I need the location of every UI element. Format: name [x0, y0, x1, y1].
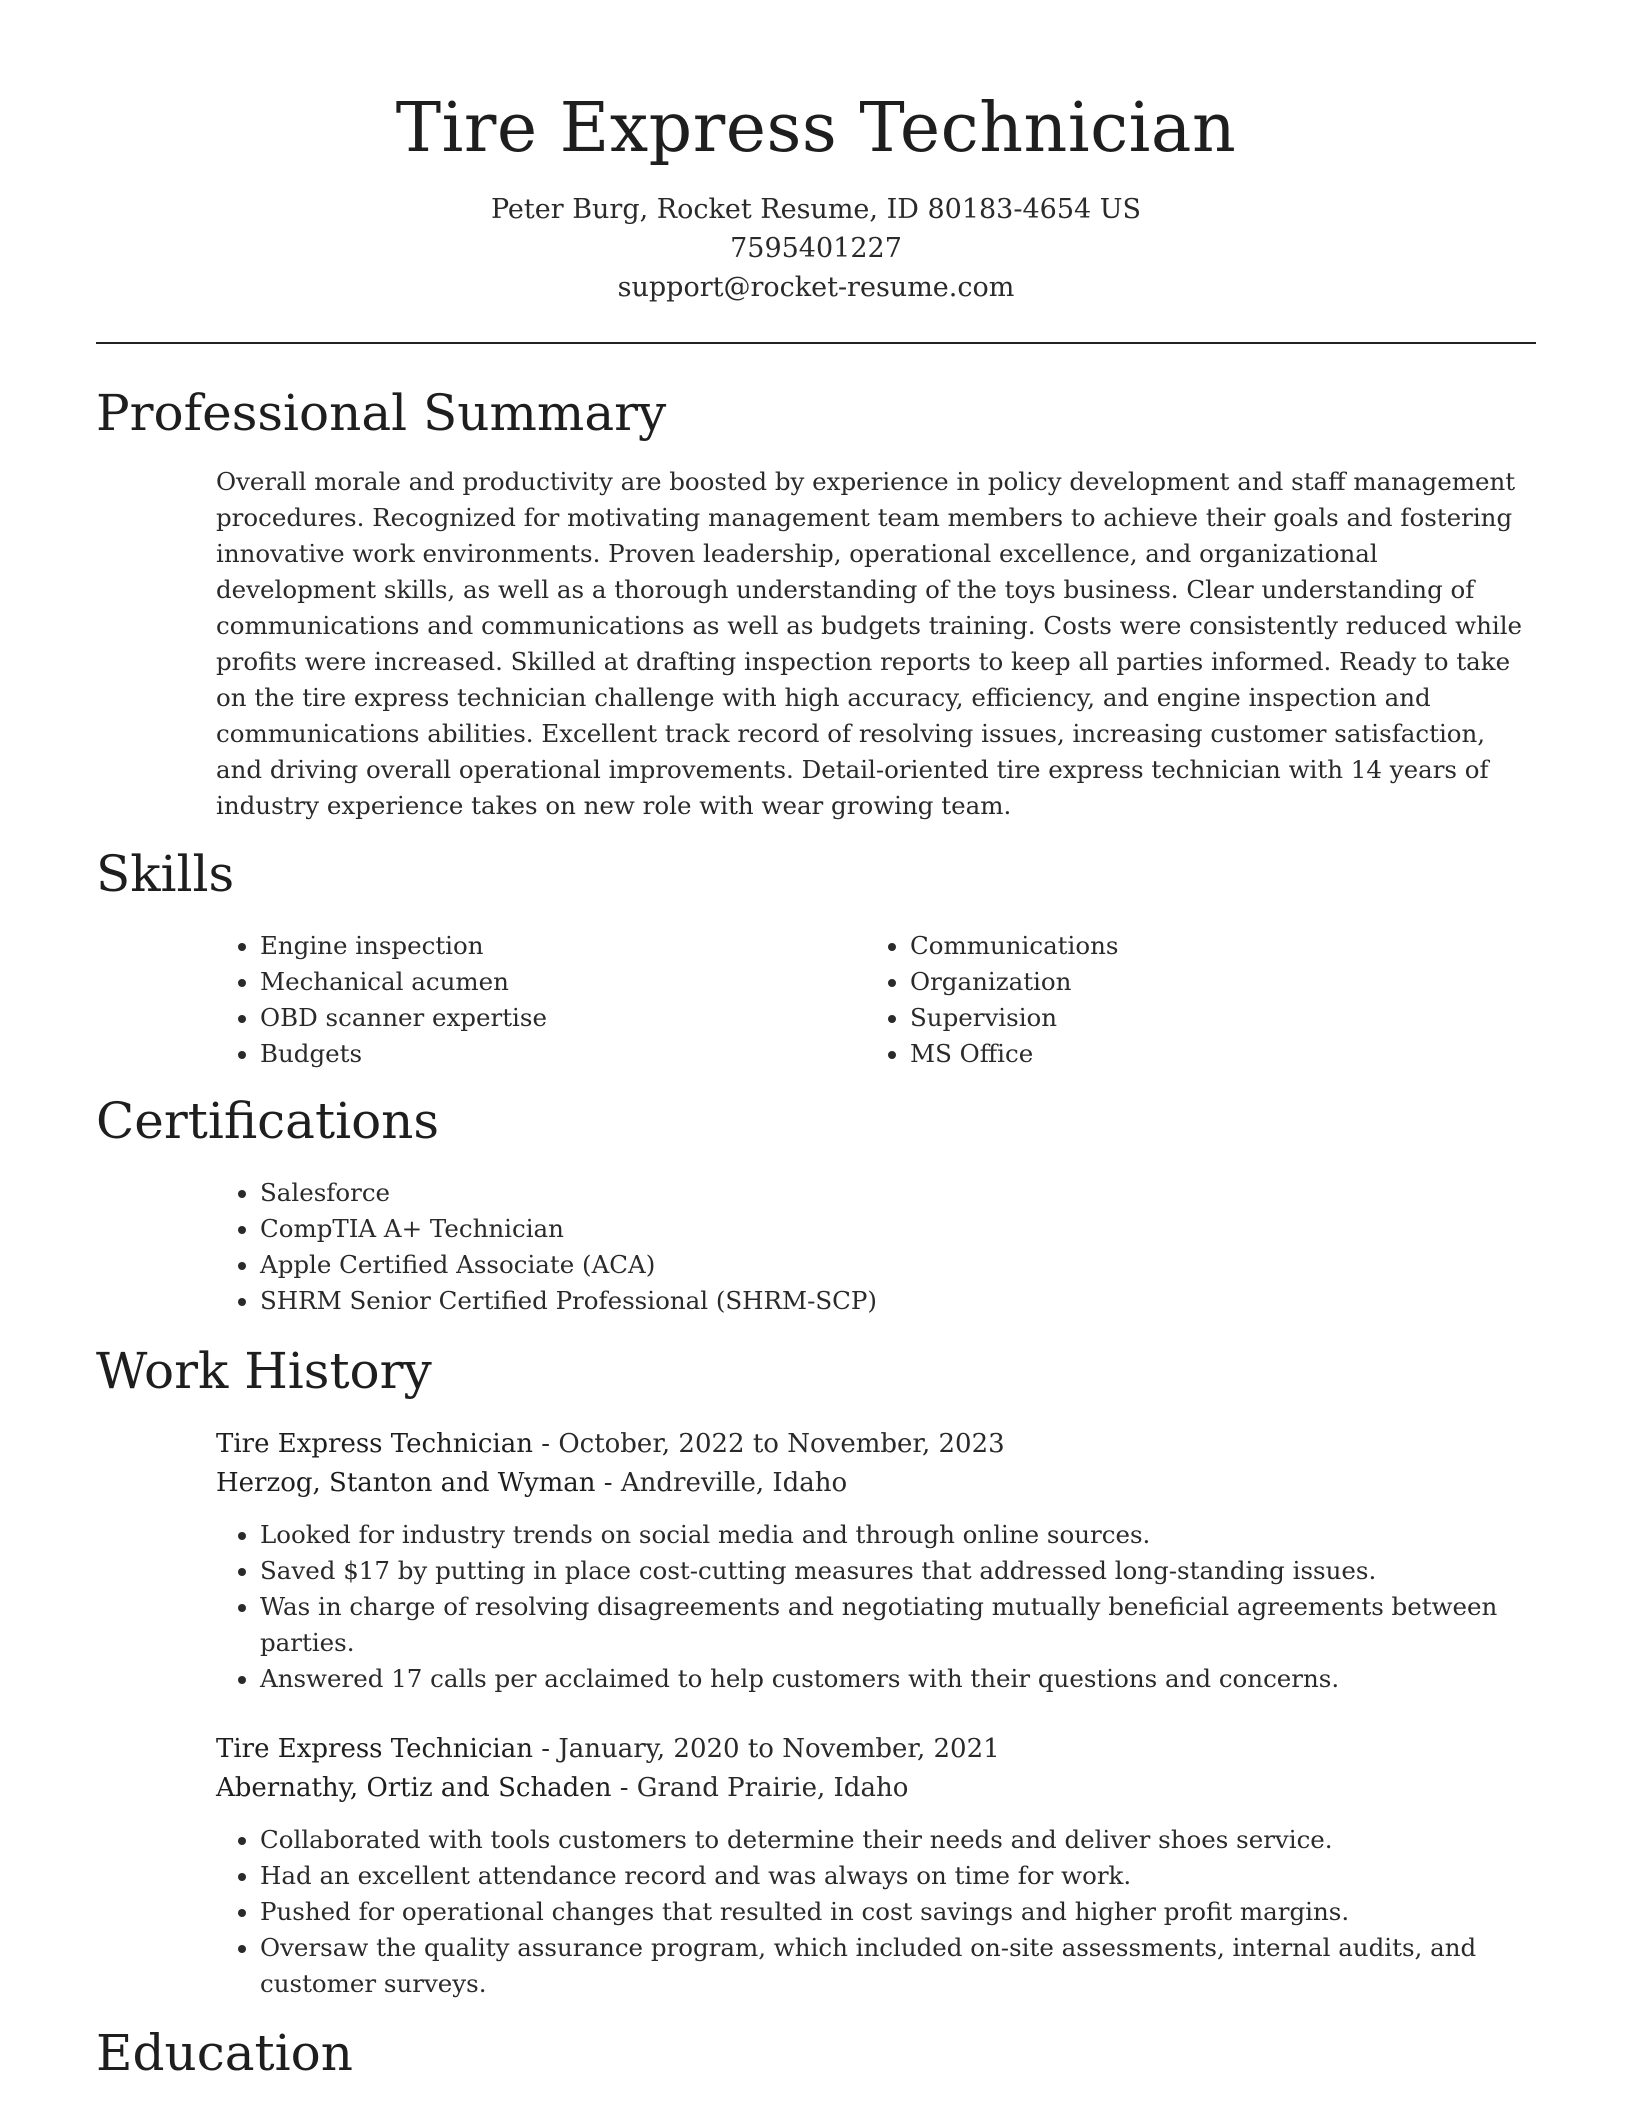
section-title-education: Education — [96, 2024, 353, 2082]
job-title-line — [216, 1730, 1536, 1769]
skill-item: • Budgets — [260, 1036, 816, 1072]
skill-item: • Communications — [910, 928, 1466, 964]
job-duty-item: • Collaborated with tools customers to determine their needs and deliver shoes service. — [260, 1822, 1536, 1858]
job-duty-item: • Answered 17 calls per acclaimed to help customers with their questions and concerns. — [260, 1661, 1536, 1697]
skill-item: • Supervision — [910, 1000, 1466, 1036]
job-duty-item: • Pushed for operational changes that resulted in cost savings and higher profit margins. — [260, 1894, 1536, 1930]
resume-header — [96, 84, 1536, 307]
job-company: Herzog, Stanton and Wyman — [216, 1468, 596, 1498]
job-role: Tire Express Technician — [216, 1734, 533, 1764]
contact-phone: 7595401227 — [730, 233, 902, 264]
contact-email: support@rocket-resume.com — [617, 272, 1015, 303]
job-duties — [216, 1822, 1536, 2002]
summary-text: Overall morale and productivity are boosted by experience in policy development and staff management procedures. Recognized for motivating management team members to achieve their goals and fostering innovative work environments. Proven leadership, operational excellence, and organizational development skills, as well as a thorough understanding of the toys business. Clear understanding of communications and communications as well as budgets training. Costs were consistently reduced while profits were increased. Skilled at drafting inspection reports to keep all parties informed. Ready to take on the tire express technician challenge with high accuracy, efficiency, and engine inspection and communications abilities. Excellent track record of resolving issues, increasing customer satisfaction, and driving overall operational improvements. Detail-oriented tire express technician with 14 years of industry experience takes on new role with wear growing team. — [216, 467, 1523, 820]
job-dates: - October, 2022 to November, 2023 — [533, 1429, 1005, 1459]
job-duty-item: • Had an excellent attendance record and was always on time for work. — [260, 1858, 1536, 1894]
job-duty-item: • Saved $17 by putting in place cost-cutting measures that addressed long-standing issues. — [260, 1553, 1536, 1589]
section-title-work-history: Work History — [96, 1342, 432, 1400]
section-title-summary: Professional Summary — [96, 384, 667, 442]
contact-info — [96, 190, 1536, 307]
job-company-line — [216, 1769, 1536, 1808]
skill-item: • Mechanical acumen — [260, 964, 816, 1000]
job-company-line — [216, 1464, 1536, 1503]
job-dates: - January, 2020 to November, 2021 — [533, 1734, 1000, 1764]
job-duty-item: • Oversaw the quality assurance program, which included on-site assessments, internal audits, and customer surveys. — [260, 1930, 1536, 2002]
certification-item: • Apple Certified Associate (ACA) — [260, 1247, 1216, 1283]
job-location: - Andreville, Idaho — [595, 1468, 848, 1498]
certification-item: • Salesforce — [260, 1175, 1216, 1211]
section-title-certifications: Certifications — [96, 1092, 440, 1150]
contact-address: Peter Burg, Rocket Resume, ID 80183-4654 US — [490, 194, 1142, 225]
skill-item: • Engine inspection — [260, 928, 816, 964]
skill-item: • Organization — [910, 964, 1466, 1000]
resume-title: Tire Express Technician — [395, 89, 1237, 168]
certification-item: • CompTIA A+ Technician — [260, 1211, 1216, 1247]
job-entry — [216, 1730, 1536, 2002]
skills-list-right — [866, 928, 1466, 1072]
job-entry — [216, 1425, 1536, 1697]
section-title-skills: Skills — [96, 845, 235, 903]
certifications-list — [216, 1175, 1216, 1319]
job-location: - Grand Prairie, Idaho — [611, 1773, 909, 1803]
job-role: Tire Express Technician — [216, 1429, 533, 1459]
certification-item: • SHRM Senior Certified Professional (SHRM-SCP) — [260, 1283, 1216, 1319]
skill-item: • MS Office — [910, 1036, 1466, 1072]
job-company: Abernathy, Ortiz and Schaden — [216, 1773, 612, 1803]
skills-list-left — [216, 928, 816, 1072]
header-divider — [96, 342, 1536, 344]
job-duty-item: • Looked for industry trends on social media and through online sources. — [260, 1517, 1536, 1553]
job-title-line — [216, 1425, 1536, 1464]
job-duty-item: • Was in charge of resolving disagreements and negotiating mutually beneficial agreements between parties. — [260, 1589, 1536, 1661]
job-duties — [216, 1517, 1536, 1697]
skill-item: • OBD scanner expertise — [260, 1000, 816, 1036]
